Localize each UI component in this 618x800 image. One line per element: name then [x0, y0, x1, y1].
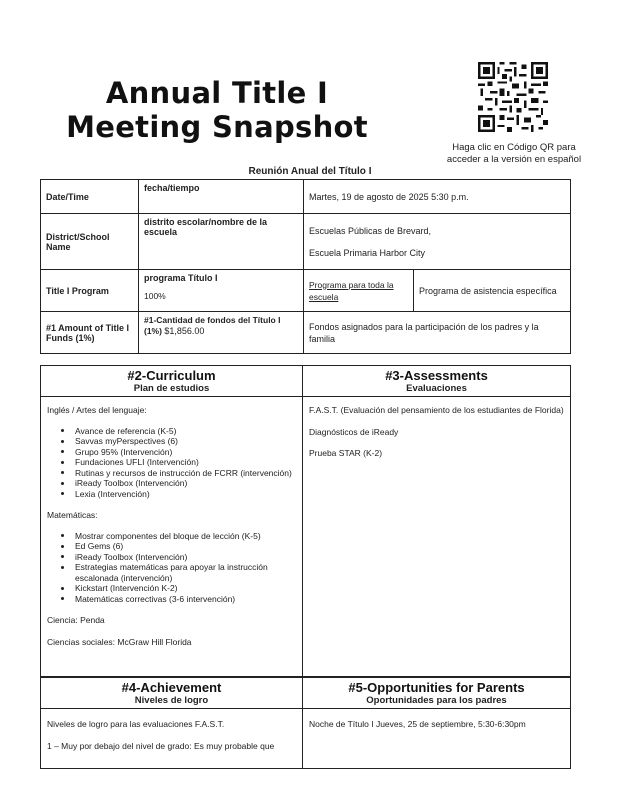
achievement-header: [41, 678, 303, 709]
program-option-targeted: Programa de asistencia específica: [414, 270, 571, 312]
value-funds: Fondos asignados para la participación de los padres y la familia: [304, 312, 571, 354]
district-name: Escuelas Públicas de Brevard,: [309, 225, 432, 236]
achievement-body: [41, 709, 303, 769]
info-table: [40, 179, 571, 354]
list-item: Lexia (Intervención): [57, 489, 296, 500]
social-studies-line: Ciencias sociales: McGraw Hill Florida: [47, 636, 192, 647]
value-district: [304, 214, 571, 270]
program-option-schoolwide: [304, 270, 414, 312]
program-percent: 100%: [144, 291, 166, 301]
meeting-subtitle: Reunión Anual del Título I: [248, 166, 372, 177]
list-item: Ed Gems (6): [57, 541, 296, 552]
funds-amount: $1,856.00: [164, 326, 205, 336]
list-item: Grupo 95% (Intervención): [57, 447, 296, 458]
list-item: Savvas myPerspectives (6): [57, 436, 296, 447]
sections-top: [40, 365, 571, 677]
science-line: Ciencia: Penda: [47, 615, 105, 625]
value-datetime: Martes, 19 de agosto de 2025 5:30 p.m.: [304, 180, 571, 214]
assessments-subtitle: Evaluaciones: [406, 383, 467, 394]
parents-event: Noche de Título I Jueves, 25 de septiembre, 5:30-6:30pm: [309, 719, 526, 729]
qr-code-icon[interactable]: [478, 62, 548, 132]
assessment-item: Diagnósticos de iReady: [309, 426, 399, 437]
list-item: Estrategias matemáticas para apoyar la instrucción escalonada (intervención): [57, 562, 296, 583]
title-line-1: Annual Title I: [105, 76, 329, 110]
list-item: Matemáticas correctivas (3-6 intervención): [57, 594, 296, 605]
math-list: [57, 531, 296, 605]
parents-title: #5-Opportunities for Parents: [348, 680, 525, 695]
curriculum-title: #2-Curriculum: [127, 368, 216, 383]
program-es-title: programa Título I: [144, 273, 218, 283]
parents-body: [303, 709, 571, 769]
page-title: [52, 76, 382, 144]
list-item: Avance de referencia (K-5): [57, 426, 296, 437]
assessment-item: Prueba STAR (K-2): [309, 448, 383, 458]
ela-list: [57, 426, 296, 500]
achievement-title: #4-Achievement: [121, 680, 222, 695]
list-item: Kickstart (Intervención K-2): [57, 583, 296, 594]
parents-header: [303, 678, 571, 709]
list-item: Mostrar componentes del bloque de lección (K-5): [57, 531, 296, 542]
school-name: Escuela Primaria Harbor City: [309, 247, 426, 258]
label-es-program: [139, 270, 304, 312]
assessments-body: [303, 397, 571, 677]
parents-subtitle: Oportunidades para los padres: [366, 695, 507, 706]
math-heading: Matemáticas:: [47, 510, 98, 520]
program-schoolwide-link[interactable]: Programa para toda la escuela: [309, 279, 394, 302]
assessment-item: F.A.S.T. (Evaluación del pensamiento de los estudiantes de Florida): [309, 405, 564, 415]
curriculum-subtitle: Plan de estudios: [133, 383, 210, 394]
row-district: [41, 214, 571, 270]
row-datetime: [41, 180, 571, 214]
list-item: iReady Toolbox (Intervención): [57, 478, 296, 489]
curriculum-header: [41, 366, 303, 397]
qr-caption: Haga clic en Código QR para acceder a la versión en español: [446, 142, 582, 165]
curriculum-body: [41, 397, 303, 677]
label-es-district: distrito escolar/nombre de la escuela: [139, 214, 304, 270]
ela-heading: Inglés / Artes del lenguaje:: [47, 405, 147, 415]
label-funds: #1 Amount of Title I Funds (1%): [41, 312, 139, 354]
label-es-datetime: fecha/tiempo: [139, 180, 304, 214]
label-district: District/School Name: [41, 214, 139, 270]
list-item: Rutinas y recursos de instrucción de FCRR (intervención): [57, 468, 296, 479]
assessments-header: [303, 366, 571, 397]
list-item: iReady Toolbox (Intervención): [57, 552, 296, 563]
list-item: Fundaciones UFLI (Intervención): [57, 457, 296, 468]
title-line-2: Meeting Snapshot: [66, 110, 368, 144]
label-datetime: Date/Time: [41, 180, 139, 214]
funds-es-title: #1-Cantidad de fondos del Título I (1%): [144, 315, 281, 336]
achievement-text: Niveles de logro para las evaluaciones F.A.S.T.: [47, 719, 225, 729]
row-program: [41, 270, 571, 312]
row-funds: [41, 312, 571, 354]
sections-bottom: [40, 677, 571, 769]
achievement-subtitle: Niveles de logro: [134, 695, 209, 706]
achievement-level-1: 1 – Muy por debajo del nivel de grado: Es muy probable que: [47, 740, 275, 751]
assessments-title: #3-Assessments: [385, 368, 488, 383]
label-program: Title I Program: [41, 270, 139, 312]
label-es-funds: [139, 312, 304, 354]
